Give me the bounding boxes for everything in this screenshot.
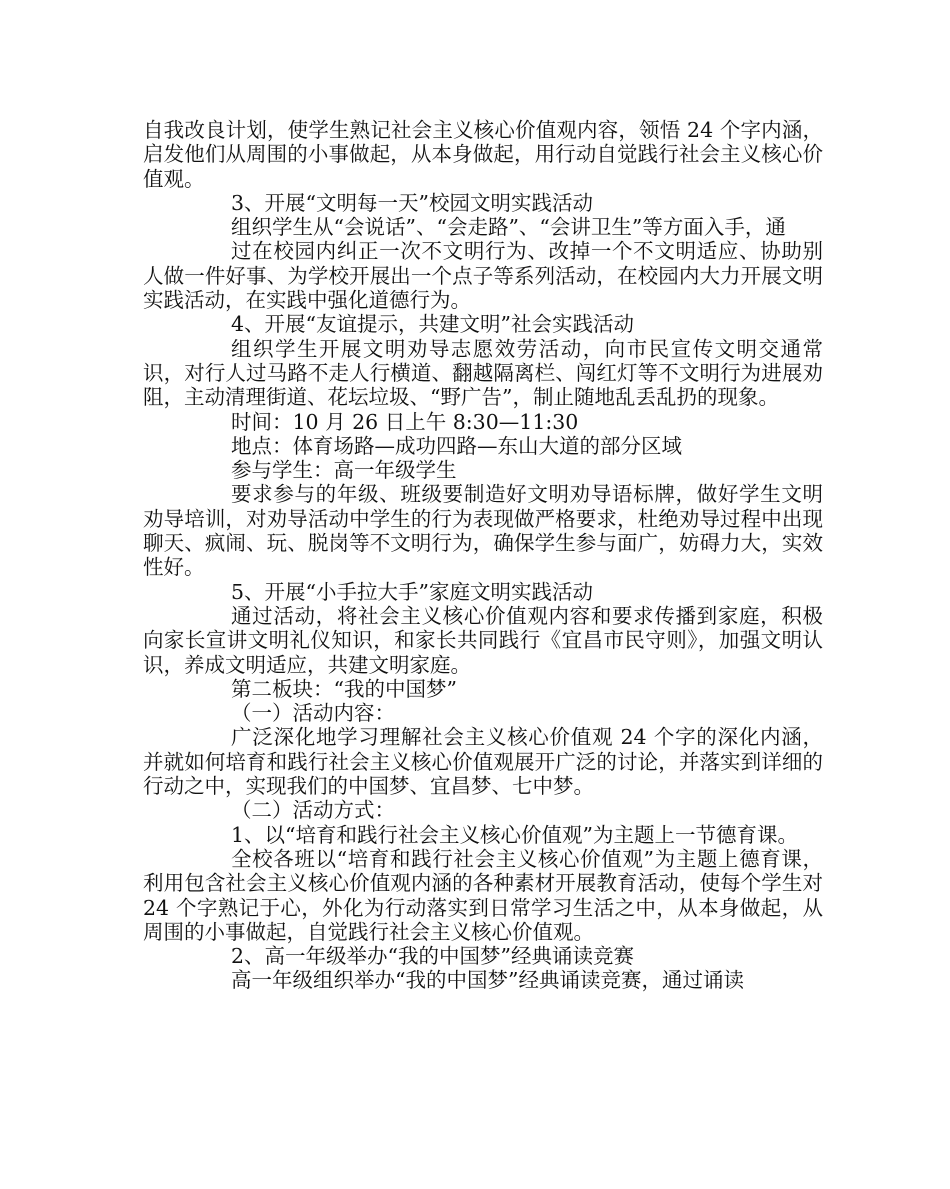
section-heading: 2、高一年级举办“我的中国梦”经典诵读竞赛 [231,944,635,969]
section-heading: 4、开展“友谊提示，共建文明”社会实践活动 [231,312,635,337]
paragraph: 组织学生从“会说话”、“会走路”、“会讲卫生”等方面入手，通 [231,215,786,240]
time-line: 时间：10 月 26 日上午 8:30—11:30 [231,409,579,434]
location-line: 地点：体育场路—成功四路—东山大道的部分区域 [231,433,682,458]
section-heading: 5、开展“小手拉大手”家庭文明实践活动 [231,579,594,604]
participants-line: 参与学生：高一年级学生 [231,458,457,483]
paragraph: 高一年级组织举办“我的中国梦”经典诵读竞赛，通过诵读 [231,968,744,993]
subsection-heading: （二）活动方式： [231,798,395,823]
paragraph: 自我改良计划，使学生熟记社会主义核心价值观内容，领悟 24 个字内涵，启发他们从周围的小事做起，从本身做起，用行动自觉践行社会主义核心价值观。 [143,118,823,191]
paragraph: 过在校园内纠正一次不文明行为、改掉一个不文明适应、协助别人做一件好事、为学校开展出一个点子等系列活动，在校园内大力开展文明实践活动，在实践中强化道德行为。 [143,239,823,313]
section-heading: 第二板块：“我的中国梦” [231,676,457,701]
document-body [143,118,823,993]
section-heading: 1、以“培育和践行社会主义核心价值观”为主题上一节德育课。 [231,822,799,847]
paragraph: 全校各班以“培育和践行社会主义核心价值观”为主题上德育课，利用包含社会主义核心价值观内涵的各种素材开展教育活动，使每个学生对 24 个字熟记于心，外化为行动落实到日常学习生活之中，从本身做起，从周围的小事做起，自觉践行社会主义核心价值观。 [143,846,823,944]
paragraph: 组织学生开展文明劝导志愿效劳活动，向市民宣传文明交通常识，对行人过马路不走人行横道、翻越隔离栏、闯红灯等不文明行为进展劝阻，主动清理街道、花坛垃圾、“野广告”，制止随地乱丢乱扔的现象。 [143,336,823,410]
paragraph: 要求参与的年级、班级要制造好文明劝导语标牌，做好学生文明劝导培训，对劝导活动中学生的行为表现做严格要求，杜绝劝导过程中出现聊天、疯闹、玩、脱岗等不文明行为，确保学生参与面广，妨碍力大，实效性好。 [143,482,823,580]
paragraph: 广泛深化地学习理解社会主义核心价值观 24 个字的深化内涵，并就如何培育和践行社会主义核心价值观展开广泛的讨论，并落实到详细的行动之中，实现我们的中国梦、宜昌梦、七中梦。 [143,725,823,799]
subsection-heading: （一）活动内容： [231,701,395,726]
paragraph: 通过活动，将社会主义核心价值观内容和要求传播到家庭，积极向家长宣讲文明礼仪知识，和家长共同践行《宜昌市民守则》，加强文明认识，养成文明适应，共建文明家庭。 [143,603,823,677]
section-heading: 3、开展“文明每一天”校园文明实践活动 [231,190,594,215]
